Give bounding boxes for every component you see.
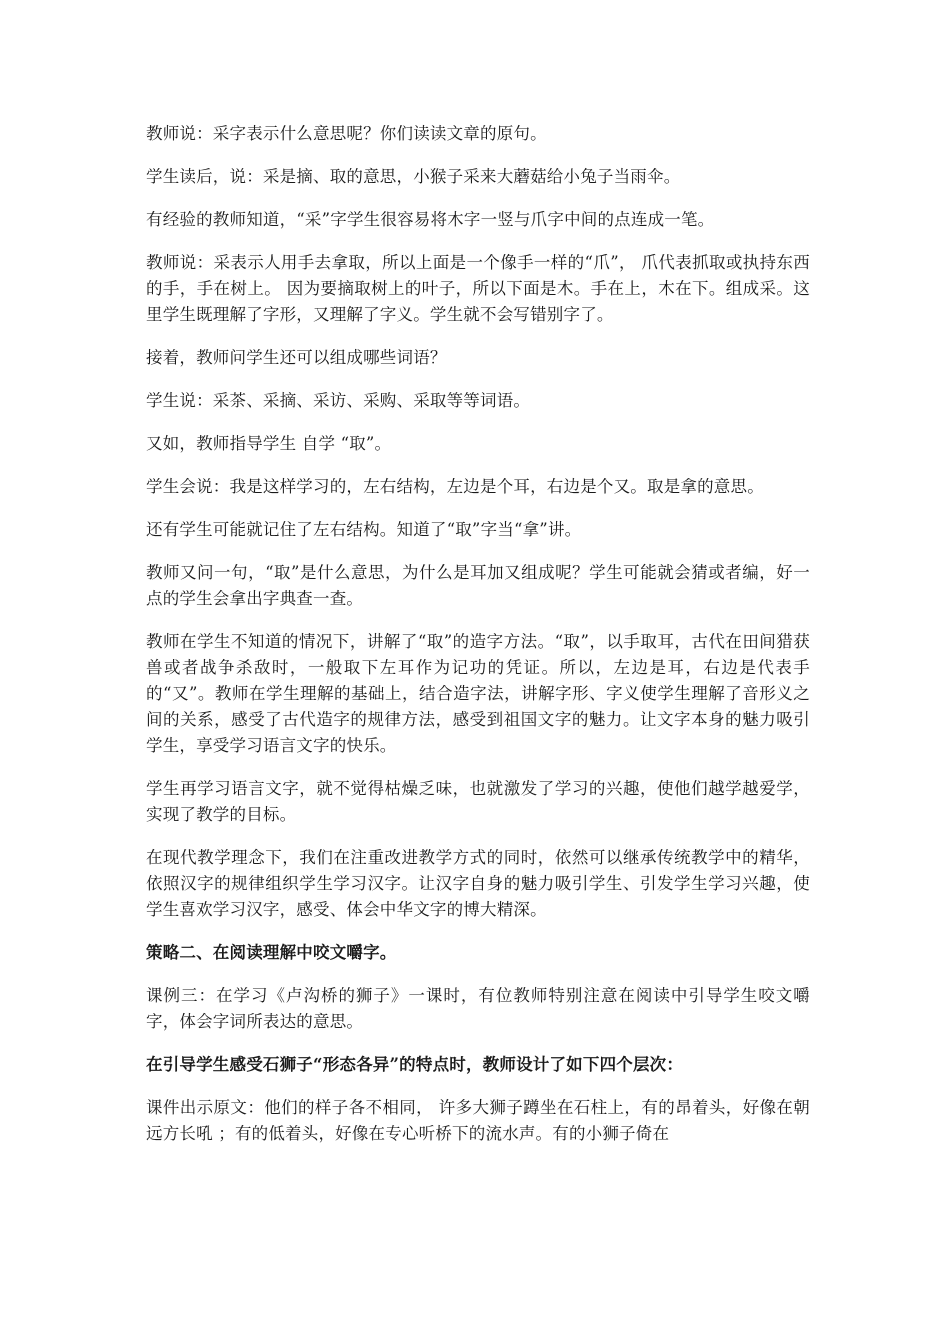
document-body [146, 121, 810, 1164]
paragraph: 还有学生可能就记住了左右结构。知道了“取”字当“拿”讲。 [146, 520, 582, 539]
paragraph: 学生读后，说：采是摘、取的意思，小猴子采来大蘑菇给小兔子当雨伞。 [146, 167, 681, 186]
emphasized-paragraph: 在引导学生感受石狮子“形态各异”的特点时，教师设计了如下四个层次： [146, 1055, 684, 1074]
paragraph: 又如，教师指导学生 自学 “取”。 [146, 434, 392, 453]
paragraph: 学生会说：我是这样学习的，左右结构，左边是个耳，右边是个又。取是拿的意思。 [146, 477, 764, 496]
paragraph: 接着，教师问学生还可以组成哪些词语？ [146, 348, 447, 367]
paragraph: 教师说：采字表示什么意思呢？你们读读文章的原句。 [146, 124, 547, 143]
section-heading: 策略二、在阅读理解中咬文嚼字。 [146, 943, 397, 962]
paragraph: 学生再学习语言文字，就不觉得枯燥乏味，也就激发了学习的兴趣，使他们越学越爱学，实现了教学的目标。 [146, 779, 810, 824]
paragraph: 教师又问一句，“取”是什么意思，为什么是耳加又组成呢？学生可能就会猜或者编，好一点的学生会拿出字典查一查。 [146, 563, 810, 608]
paragraph: 教师在学生不知道的情况下，讲解了“取”的造字方法。“取”，以手取耳，古代在田间猎获兽或者战争杀敌时，一般取下左耳作为记功的凭证。所以，左边是耳，右边是代表手的“又”。教师在学生理解的基础上，结合造字法，讲解字形、字义使学生理解了音形义之间的关系，感受了古代造字的规律方法，感受到祖国文字的魅力。让文字本身的魅力吸引学生，享受学习语言文字的快乐。 [146, 632, 810, 755]
paragraph: 有经验的教师知道，“采”字学生很容易将木字一竖与爪字中间的点连成一笔。 [146, 210, 715, 229]
paragraph: 教师说：采表示人用手去拿取，所以上面是一个像手一样的“爪”， 爪代表抓取或执持东西的手，手在树上。 因为要摘取树上的叶子，所以下面是木。手在上，木在下。组成采。这里学生既理解了字形，又理解了字义。学生就不会写错别字了。 [146, 253, 810, 324]
paragraph: 在现代教学理念下，我们在注重改进教学方式的同时，依然可以继承传统教学中的精华，依照汉字的规律组织学生学习汉字。让汉字自身的魅力吸引学生、引发学生学习兴趣，使学生喜欢学习汉字，感受、体会中华文字的博大精深。 [146, 848, 810, 919]
paragraph: 学生说：采茶、采摘、采访、采购、采取等等词语。 [146, 391, 531, 410]
paragraph: 课例三：在学习《卢沟桥的狮子》一课时，有位教师特别注意在阅读中引导学生咬文嚼字，体会字词所表达的意思。 [146, 986, 810, 1031]
paragraph: 课件出示原文：他们的样子各不相同， 许多大狮子蹲坐在石柱上，有的昂着头，好像在朝远方长吼 ；有的低着头，好像在专心听桥下的流水声。有的小狮子倚在 [146, 1098, 810, 1143]
